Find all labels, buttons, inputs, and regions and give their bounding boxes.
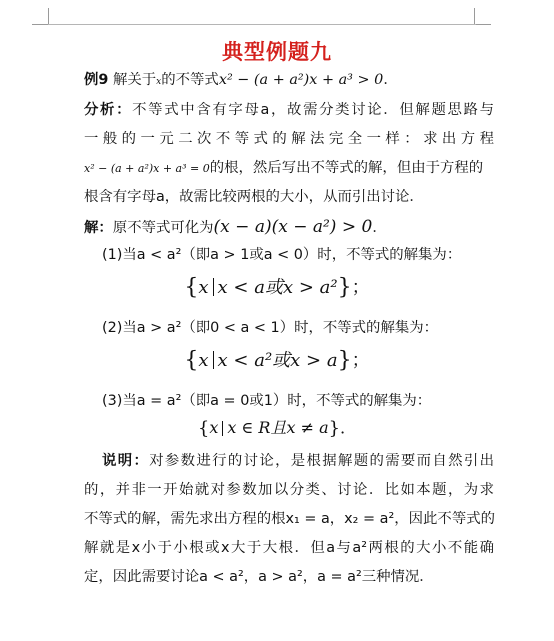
header-line xyxy=(48,24,476,25)
analysis-line-2: 一般的一元二次不等式的解法完全一样：求出方程 xyxy=(84,131,494,147)
case-1-condition: (1)当a < a²（即a > 1或a < 0）时，不等式的解集为： xyxy=(102,247,462,263)
note-line-3: 不等式的解，需先求出方程的根x₁ = a，x₂ = a²，因此不等式的 xyxy=(84,511,495,527)
note-line-4: 解就是x小于小根或x大于大根．但a与a²两根的大小不能确 xyxy=(84,540,494,556)
solution-factored: (x − a)(x − a²) > 0 xyxy=(213,217,373,237)
analysis-label: 分析： xyxy=(84,102,133,118)
note-label: 说明： xyxy=(102,453,150,469)
crop-mark-top-left xyxy=(32,8,49,25)
crop-mark-top-right xyxy=(474,8,491,25)
example-statement: 例9 解关于x的不等式x² − (a + a²)x + a³ > 0． xyxy=(84,72,398,88)
case-3-solution-set: {x x ∈ R且x ≠ a}． xyxy=(197,418,357,439)
case-1-solution-set: {x x < a或x > a²}； xyxy=(184,275,370,300)
case-2-condition: (2)当a > a²（即0 < a < 1）时，不等式的解集为： xyxy=(102,320,439,336)
analysis-line-3: x² − (a + a²)x + a³ = 0的根，然后写出不等式的解，但由于方程的 xyxy=(84,160,484,176)
analysis-line-4: 根含有字母a，故需比较两根的大小，从而引出讨论． xyxy=(84,189,424,205)
solution-label: 解： xyxy=(84,220,113,236)
solution-intro: 解：原不等式可化为(x − a)(x − a²) > 0． xyxy=(84,217,387,237)
example-inequality: x² − (a + a²)x + a³ > 0 xyxy=(218,72,384,88)
note-line-1: 说明：对参数进行的讨论，是根据解题的需要而自然引出 xyxy=(102,453,494,469)
example-label: 例9 xyxy=(84,72,109,88)
analysis-equation: x² − (a + a²)x + a³ = 0 xyxy=(84,162,210,175)
note-line-5: 定，因此需要讨论a < a²，a > a²，a = a²三种情况． xyxy=(84,569,434,585)
analysis-line-1: 分析：不等式中含有字母a，故需分类讨论．但解题思路与 xyxy=(84,102,494,118)
note-line-2: 的，并非一开始就对参数加以分类、讨论．比如本题，为求 xyxy=(84,482,494,498)
page-title: 典型例题九 xyxy=(222,40,332,64)
case-3-condition: (3)当a = a²（即a = 0或1）时，不等式的解集为： xyxy=(102,393,432,409)
case-2-solution-set: {x x < a²或x > a}； xyxy=(184,348,370,373)
